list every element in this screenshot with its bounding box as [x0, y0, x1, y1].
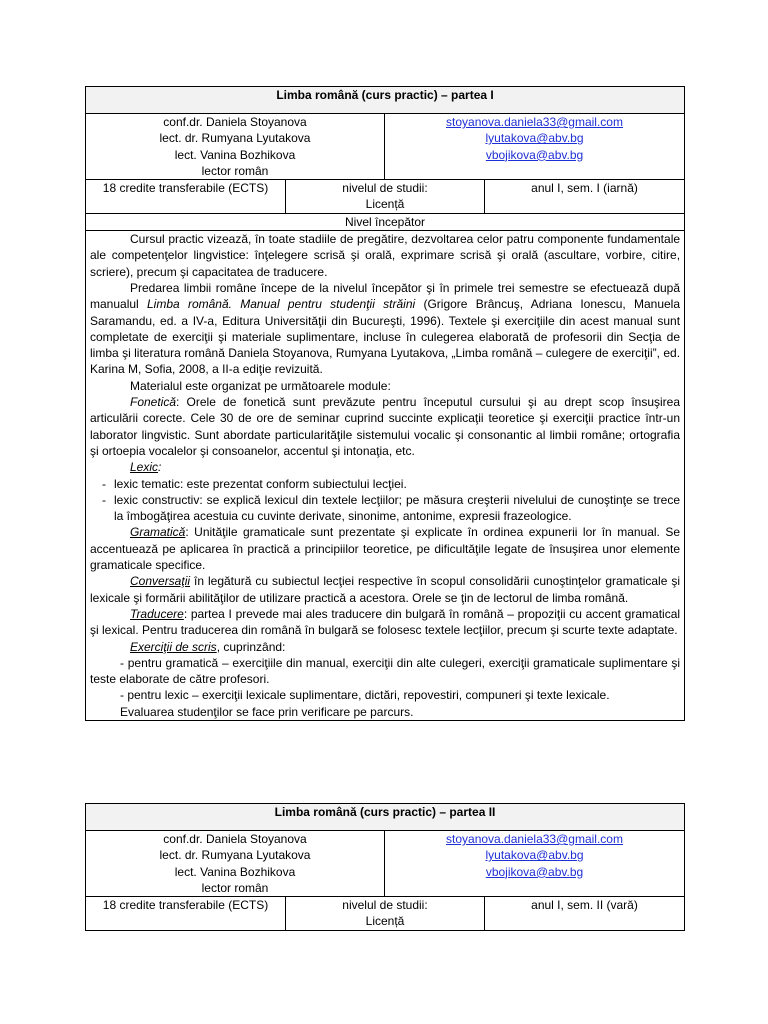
module-gramatica — [90, 524, 680, 573]
study-level-label: nivelul de studii: — [342, 181, 428, 196]
text-span: : se explică lexicul din textele lecţiilor; pe măsura creşterii nivelului de cunoştinţe se trece la îmbogăţirea acestuia cu cuvinte derivate, sinonime, antonime, expresii frazeologice. — [114, 492, 681, 524]
exercise-item: - pentru gramatică – exerciţiile din manual, exerciţii din alte culegeri, exerciţii gramaticale suplimentare şi teste elaborate de către profesori. — [90, 655, 681, 687]
module-label: Fonetică — [130, 395, 177, 410]
emails-cell — [385, 114, 685, 180]
instructor-name: lect. Vanina Bozhikova — [174, 864, 296, 879]
module-label: Conversaţii — [130, 574, 191, 589]
instructor-name: conf.dr. Daniela Stoyanova — [163, 832, 307, 846]
credits-cell: 18 credite transferabile (ECTS) — [86, 180, 286, 214]
module-traducere — [90, 606, 680, 639]
paragraph: Cursul practic vizează, în toate stadiile de pregătire, dezvoltarea celor patru componente fundamentale ale competenţelor lingvistice: înţelegere scrisă şi orală, exprimare scrisă şi orală (ascultare, vorbire, citire, scriere), precum şi capacitatea de traducere. — [90, 232, 681, 279]
course-description — [86, 231, 685, 721]
module-text: , cuprinzând: — [216, 639, 286, 654]
module-label: Lexic — [130, 460, 159, 475]
study-level-label: nivelul de studii: — [342, 898, 428, 913]
evaluation-note: Evaluarea studenţilor se face prin verificare pe parcurs. — [120, 704, 414, 719]
instructor-name: lect. dr. Rumyana Lyutakova — [159, 131, 311, 146]
module-text: : Orele de fonetică sunt prevăzute pentru începutul cursului şi au drept scop însuşirea articulării corecte. Cele 30 de ore de seminar cuprind succinte explicaţii teoretice şi exerciţii practice într-un laborator lingvistic. Sunt abordate particularităţile sistemului vocalic şi consonantic al limbii române; ortografia şi ortoepia vocalelor şi consoanelor, accentul şi intonaţia, etc. — [90, 395, 681, 458]
colon: : — [158, 460, 162, 475]
email-link[interactable]: stoyanova.daniela33@gmail.com — [446, 115, 623, 129]
text-span: Predarea limbii române începe de la nivelul începător şi în primele trei semestre se efectuează după manualul — [90, 280, 681, 312]
exercise-item: - pentru lexic – exerciţii lexicale suplimentare, dictări, repovestiri, compuneri şi texte lexicale. — [120, 688, 610, 703]
module-label: Gramatică — [130, 525, 186, 540]
email-link[interactable]: vbojikova@abv.bg — [485, 147, 584, 162]
study-level-value: Licență — [365, 914, 405, 929]
dash-bullet: - — [102, 476, 106, 491]
module-label: Exerciţii de scris — [130, 639, 217, 654]
text-span: lexic constructiv — [114, 492, 200, 507]
credits-cell: 18 credite transferabile (ECTS) — [86, 897, 286, 931]
list-item — [90, 492, 680, 525]
module-label: Traducere — [130, 606, 184, 621]
paragraph: Materialul este organizat pe următoarele module: — [130, 378, 391, 393]
instructor-name: lect. dr. Rumyana Lyutakova — [159, 848, 311, 863]
stage-row: Nivel începător — [86, 213, 685, 230]
emails-cell — [385, 831, 685, 897]
module-text: : partea I prevede mai ales traducere din bulgară în română – propoziţii cu accent gramatical şi lexical. Pentru traducerea din română în bulgară se folosesc textele lecţiilor, precum şi scurte texte adaptate. — [90, 606, 681, 638]
module-exercitii — [90, 639, 680, 655]
study-level-cell — [286, 180, 485, 214]
list-item — [90, 476, 680, 492]
list-item-text: lexic tematic: este prezentat conform subiectului lecţiei. — [114, 476, 407, 491]
course-table-part-2 — [85, 803, 685, 931]
study-level-value: Licență — [365, 197, 405, 212]
year-semester-cell: anul I, sem. II (vară) — [485, 897, 685, 931]
email-link[interactable]: vbojikova@abv.bg — [485, 864, 584, 879]
instructor-name: conf.dr. Daniela Stoyanova — [163, 115, 307, 129]
year-semester-cell: anul I, sem. I (iarnă) — [485, 180, 685, 214]
instructor-name: lector român — [201, 163, 269, 178]
module-text: în legătură cu subiectul lecţiei respective în scopul consolidării cunoştinţelor gramaticale şi lexicale şi formării abilităţilor de utilizare practică a acestora. Orele se ţin de lectorul de limba română. — [90, 574, 681, 605]
module-fonetica — [90, 394, 680, 459]
paragraph — [90, 280, 680, 378]
module-lexic — [90, 459, 680, 475]
text-span: (Grigore Brâncuş, Adriana Ionescu, Manuela Saramandu, ed. a IV-a, Editura Universităţii din Bucureşti, 1996). Textele şi exerciţiile din acest manual sunt completate de exerciţii şi materiale suplimentare, incluse în culegerea elaborată de profesorii din Secţia de limba şi literatura română Daniela Stoyanova, Rumyana Lyutakova, „Limba română – culegere de exerciţii”, ed. Karina M, Sofia, 2008, a II-a ediţie revizuită. — [90, 297, 681, 377]
instructor-name: lect. Vanina Bozhikova — [174, 147, 296, 162]
module-conversatii — [90, 573, 680, 606]
email-link[interactable]: lyutakova@abv.bg — [485, 131, 584, 146]
manual-title: Limba română. Manual pentru studenţii străini — [146, 297, 416, 312]
dash-bullet: - — [102, 492, 106, 507]
course-table-part-1 — [85, 86, 685, 721]
email-link[interactable]: lyutakova@abv.bg — [485, 848, 584, 863]
course-title: Limba română (curs practic) – partea I — [86, 87, 685, 114]
instructors-cell — [86, 831, 385, 897]
email-link[interactable]: stoyanova.daniela33@gmail.com — [446, 832, 623, 846]
study-level-cell — [286, 897, 485, 931]
instructors-cell — [86, 114, 385, 180]
module-text: : Unităţile gramaticale sunt prezentate şi explicate în ordinea expunerii lor în manual. Se accentuează pe aplicarea în practică a principiilor teoretice, pe dificultăţile legate de însuşirea unor elemente gramaticale specifice. — [90, 525, 681, 573]
list-item-text — [114, 492, 680, 525]
course-title: Limba română (curs practic) – partea II — [86, 804, 685, 831]
instructor-name: lector român — [201, 880, 269, 895]
